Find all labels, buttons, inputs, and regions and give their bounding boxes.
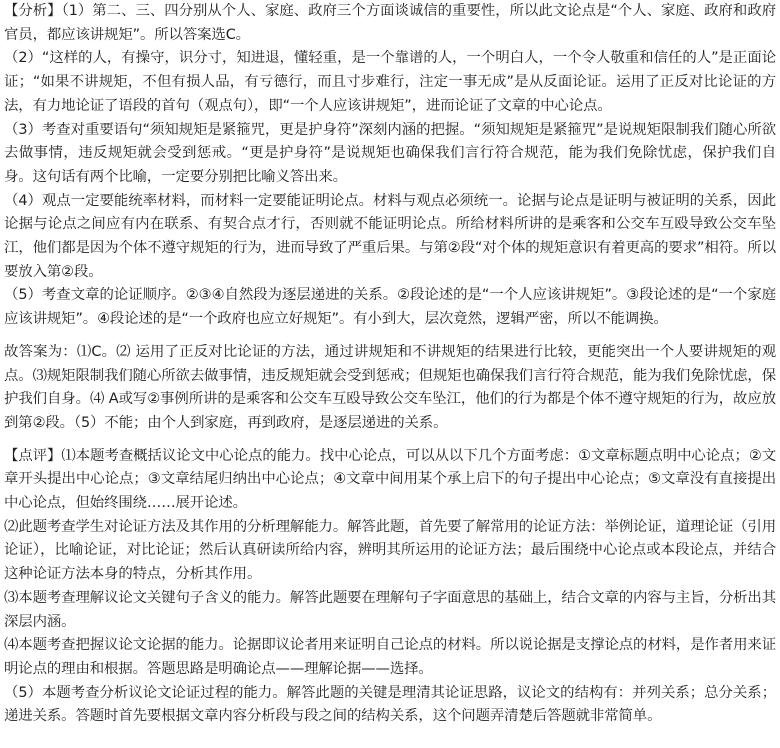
- spacer: [4, 436, 776, 445]
- analysis-part-5: （5）考查文章的论证顺序。②③④自然段为逐层递进的关系。②段论述的是“一个人应该讲规矩”。③段论述的是“一个家庭应该讲规矩”。④段论述的是“一个政府也应立好规矩”。有小到大，层次竟然，逻辑严密，所以不能调换。: [4, 287, 776, 328]
- comment-part-4: ⑷本题考查把握议论文论据的能力。论据即议论者用来证明自己论点的材料。所以说论据是支撑论点的材料，是作者用来证明论点的理由和根据。答题思路是明确论点——理解论据——选择。: [4, 637, 776, 677]
- comment-part-2: ⑵此题考查学生对论证方法及其作用的分析理解能力。解答此题，首先要了解常用的论证方法：举例论证，道理论证（引用论证），比喻论证，对比论证；然后认真研读所给内容，辨明其所运用的论证方法；最后围绕中心论点或本段论点，并结合这种论证方法本身的特点，分析其作用。: [4, 518, 776, 583]
- comment-part-1: 【点评】⑴本题考查概括议论文中心论点的能力。找中心论点，可以从以下几个方面考虑：①文章标题点明中心论点；②文章开头提出中心论点；③文章结尾归纳出中心论点；④文章中间用某个承上启下的句子提出中心论点；⑤文章没有直接提出中心论点，但始终围绕……展开论述。: [4, 447, 776, 512]
- analysis-part-4: （4）观点一定要能统率材料，而材料一定要能证明论点。材料与观点必须统一。论据与论点是证明与被证明的关系，因此论据与论点之间应有内在联系、有契合点才行，否则就不能证明论点。所给材料所讲的是乘客和公交车互殴导致公交车坠江，他们都是因为个体不遵守规矩的行为，进而导致了严重后果。与第②段“对个体的规矩意识有着更高的要求”相符。所以要放入第②段。: [4, 192, 776, 280]
- comment-part-5: （5）本题考查分析议论文论证过程的能力。解答此题的关键是理清其论证思路，议论文的结构有：并列关系；总分关系；递进关系。答题时首先要根据文章内容分析段与段之间的结构关系，这个问题弄清楚后答题就非常简单。: [4, 684, 776, 725]
- answer-text: 故答案为：⑴C。⑵ 运用了正反对比论证的方法，通过讲规矩和不讲规矩的结果进行比较，更能突出一个人要讲规矩的观点。⑶规矩限制我们随心所欲去做事情，违反规矩就会受到惩戒；但规矩也确保我们言行符合规范，能为我们免除忧虑，保护我们自身。⑷ A或写②事例所讲的是乘客和公交车互殴导致公交车坠江，他们的行为都是个体不遵守规矩的行为，故应放到第②段。（5）不能；由个人到家庭，再到政府，是逐层递进的关系。: [4, 343, 776, 431]
- analysis-part-1: 【分析】（1）第二、三、四分别从个人、家庭、政府三个方面谈诚信的重要性，所以此文论点是“个人、家庭、政府和政府官员，都应该讲规矩”。所以答案选C。: [4, 3, 776, 43]
- analysis-part-3: （3）考查对重要语句“须知规矩是紧箍咒，更是护身符”深刻内涵的把握。“须知规矩是紧箍咒”是说规矩限制我们随心所欲去做事情，违反规矩就会受到惩戒。“更是护身符”是说规矩也确保我们言行符合规范，能为我们免除忧虑，保护我们自身。这句话有两个比喻，一定要分别把比喻义答出来。: [4, 121, 776, 185]
- comment-part-3: ⑶本题考查理解议论文关键句子含义的能力。解答此题要在理解句子字面意思的基础上，结合文章的内容与主旨，分析出其深层内涵。: [4, 589, 776, 630]
- analysis-part-2: （2）“这样的人，有操守，识分寸，知进退，懂轻重，是一个靠谱的人，一个明白人，一个令人敬重和信任的人”是正面论证；“如果不讲规矩，不但有损人品，有亏德行，而且寸步难行，注定一事无成”是从反面论证。运用了正反对比论证的方法，有力地论证了语段的首句（观点句），即“一个人应该讲规矩”，进而论证了文章的中心论点。: [4, 50, 776, 114]
- spacer: [4, 332, 776, 341]
